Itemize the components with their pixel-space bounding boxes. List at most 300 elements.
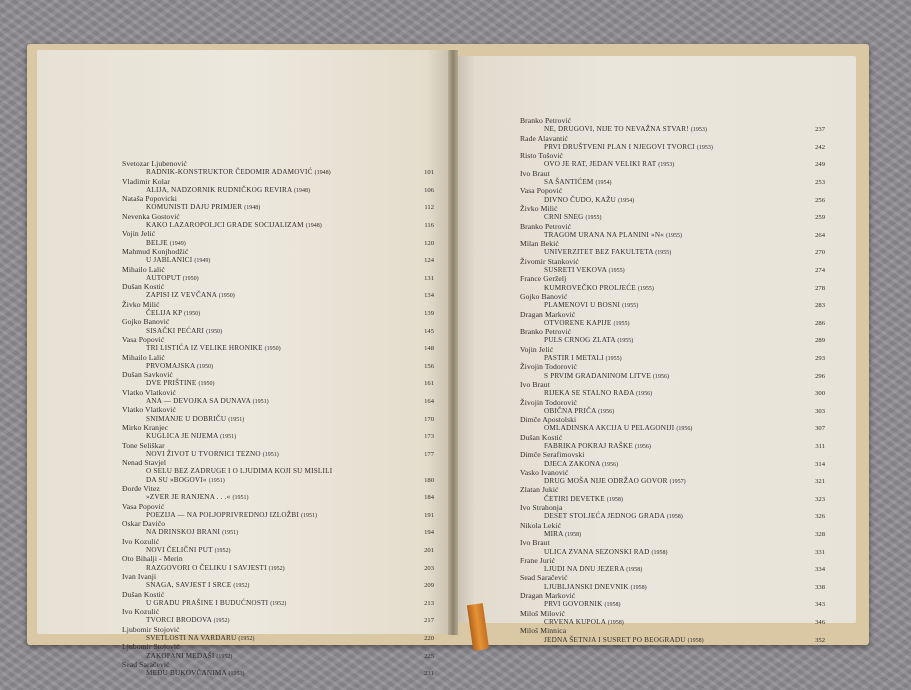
toc-title-year: (1958) (651, 549, 668, 556)
toc-title (122, 432, 434, 441)
toc-title-year: (1955) (605, 356, 622, 363)
toc-author: Živko Milić (520, 203, 558, 213)
toc-title (520, 636, 825, 645)
toc-title (122, 327, 434, 336)
toc-title (122, 528, 434, 537)
toc-author: Dimče Serafimovski (520, 450, 585, 460)
toc-title (520, 231, 825, 240)
toc-author: Svetozar Ljubenović (122, 159, 187, 168)
toc-title-line: AUTOPUT (1950) (146, 273, 199, 282)
toc-title-year: (1949) (194, 258, 211, 265)
toc-page-number: 120 (424, 239, 434, 247)
toc-title-line: OBIČNA PRIČA (1956) (544, 406, 615, 415)
toc-author: Gojko Banović (122, 317, 170, 327)
toc-page-number: 286 (815, 319, 825, 327)
toc-author: Rade Alavantić (520, 133, 569, 143)
toc-title (520, 196, 825, 205)
toc-title-line: DESET STOLJEĆA JEDNOG GRADA (1958) (544, 512, 683, 521)
toc-title-year: (1957) (669, 479, 686, 486)
toc-title (122, 256, 434, 265)
toc-entry (122, 573, 434, 591)
toc-title-line: SISAČKI PEĆARI (1950) (146, 326, 223, 335)
toc-title-line: ULICA ZVANA SEZONSKI RAD (1958) (544, 547, 668, 556)
toc-page-number: 300 (815, 390, 825, 398)
toc-title (520, 548, 825, 557)
toc-title-line: OMLADINSKA AKCIJA U PELAGONIJI (1956) (544, 424, 693, 433)
toc-title-line: SNIMANJE U DOBRIČU (1951) (146, 414, 245, 423)
toc-author: Milan Bekić (520, 239, 559, 249)
toc-entry (520, 539, 825, 557)
toc-title-line: SUSRETI VEKOVA (1955) (544, 266, 625, 275)
toc-title-line: BELJE (1949) (146, 238, 186, 247)
toc-entry (520, 610, 825, 628)
toc-title-year: (1950) (264, 346, 281, 353)
toc-author: Živojin Todorović (520, 397, 577, 407)
table-of-contents-right (520, 117, 825, 645)
toc-author: France Gerželj (520, 274, 567, 284)
toc-title-year: (1948) (314, 170, 331, 177)
toc-title-line: NE, DRUGOVI, NIJE TO NEVAŽNA STVAR! (1953) (544, 125, 707, 134)
toc-entry (122, 336, 434, 354)
toc-entry (520, 205, 825, 223)
toc-title (520, 372, 825, 381)
toc-title (122, 221, 434, 230)
toc-page-number: 101 (424, 169, 434, 177)
toc-title-year: (1952) (270, 600, 287, 607)
toc-page-number: 293 (815, 355, 825, 363)
toc-page-number: 334 (815, 566, 825, 574)
toc-title-line: U JABLANICI (1949) (146, 256, 211, 265)
toc-author: Miloš Milović (520, 608, 565, 618)
toc-entry (520, 346, 825, 364)
toc-page-number: 106 (424, 186, 434, 194)
toc-entry (520, 258, 825, 276)
toc-title-line: DRUG MOŠA NIJE ODRŽAO GOVOR (1957) (544, 477, 686, 486)
toc-author: Mahmud Konjhodžić (122, 246, 189, 256)
toc-entry (122, 195, 434, 213)
toc-author: Oskar Davičo (122, 519, 166, 529)
toc-title-year: (1955) (655, 250, 672, 257)
toc-title-line: JEDNA ŠETNJA I SUSRET PO BEOGRADU (1958) (544, 635, 704, 644)
toc-entry (520, 381, 825, 399)
toc-title-line: PLAMENOVI U BOSNI (1955) (544, 301, 639, 310)
toc-author: Dragan Marković (520, 591, 576, 601)
toc-page-number: 161 (424, 380, 434, 388)
toc-title-line: »ZVER JE RANJENA . . .« (1951) (146, 493, 249, 502)
toc-author: Nataša Popovicki (122, 194, 177, 204)
toc-page-number: 191 (424, 511, 434, 519)
toc-title-line: PULS CRNOG ZLATA (1955) (544, 336, 634, 345)
toc-author: Ljubomir Stojović (122, 642, 180, 652)
toc-author: Sead Saračević (520, 573, 568, 583)
toc-title-year: (1949) (169, 240, 186, 247)
toc-author: Vojin Jelić (520, 344, 554, 354)
toc-title-year: (1958) (565, 531, 582, 538)
toc-entry (520, 416, 825, 434)
toc-title (520, 600, 825, 609)
toc-title (122, 493, 434, 502)
toc-entry (520, 574, 825, 592)
toc-title-year: (1956) (602, 461, 619, 468)
right-page (455, 56, 856, 644)
toc-entry (520, 451, 825, 469)
toc-page-number: 164 (424, 398, 434, 406)
toc-title (122, 415, 434, 424)
toc-author: Ivo Braut (520, 379, 550, 389)
toc-entry (122, 371, 434, 389)
toc-page-number: 139 (424, 310, 434, 318)
toc-author: Dušan Kostić (122, 282, 165, 292)
toc-author: Ivo Kozulić (122, 536, 160, 546)
toc-title-line: OTVORENE KAPIJE (1955) (544, 318, 630, 327)
toc-page-number: 177 (424, 450, 434, 458)
toc-entry (520, 223, 825, 241)
toc-title (122, 467, 434, 485)
toc-author: Vasa Popović (122, 501, 165, 511)
toc-page-number: 237 (815, 126, 825, 134)
toc-title-year: (1950) (184, 311, 201, 318)
toc-entry (520, 557, 825, 575)
toc-title-line: S PRVIM GRADANINOM LITVE (1956) (544, 371, 670, 380)
toc-page-number: 173 (424, 433, 434, 441)
toc-title (520, 160, 825, 169)
toc-page-number: 259 (815, 214, 825, 222)
toc-author: Nenad Stavjel (122, 458, 167, 468)
toc-title-line: RIJEKA SE STALNO RAĐA (1956) (544, 389, 653, 398)
toc-entry (122, 406, 434, 424)
toc-title-line: KAKO LAZAROPOLJCI GRADE SOCIJALIZAM (1948) (146, 221, 322, 230)
toc-author: Vasko Ivanović (520, 467, 569, 477)
toc-author: Dušan Savković (122, 370, 173, 380)
toc-title-year: (1958) (607, 619, 624, 626)
toc-entry (122, 318, 434, 336)
toc-entry (122, 643, 434, 661)
toc-title-line: KUGLICA JE NIJEMA (1951) (146, 432, 237, 441)
toc-entry (122, 301, 434, 319)
toc-title-line: PRVOMAJSKA (1950) (146, 361, 213, 370)
toc-page-number: 289 (815, 337, 825, 345)
table-of-contents-left (122, 160, 434, 679)
left-page (37, 50, 451, 678)
toc-title-line: UNIVERZITET BEZ FAKULTETA (1955) (544, 248, 672, 257)
toc-page-number: 194 (424, 529, 434, 537)
toc-title-year: (1953) (228, 671, 245, 678)
toc-page-number: 303 (815, 407, 825, 415)
toc-page-number: 112 (424, 204, 434, 212)
toc-title-year: (1955) (613, 320, 630, 327)
toc-entry (520, 486, 825, 504)
toc-page-number: 156 (424, 362, 434, 370)
toc-author: Sead Saračević (122, 659, 170, 669)
toc-author: Dimče Apostolski (520, 415, 577, 425)
toc-title-year: (1950) (218, 293, 235, 300)
toc-title-line: LJUDI NA DNU JEZERA (1958) (544, 565, 643, 574)
toc-author: Živomir Stanković (520, 256, 579, 266)
toc-entry (122, 354, 434, 372)
toc-page-number: 201 (424, 547, 434, 555)
toc-page-number: 124 (424, 257, 434, 265)
toc-page-number: 352 (815, 636, 825, 644)
toc-title-line: ČELIJA KP (1950) (146, 309, 201, 318)
toc-page-number: 307 (815, 425, 825, 433)
toc-title-line: O SELU BEZ ZADRUGE I O LJUDIMA KOJI SU MISLILI (146, 467, 333, 476)
toc-author: Mirko Kranjec (122, 422, 169, 432)
toc-author: Vasa Popović (122, 334, 165, 344)
toc-title-line: KOMUNISTI DAJU PRIMJER (1948) (146, 203, 261, 212)
toc-page-number: 209 (424, 582, 434, 590)
toc-title-line: NOVI ČELIČNI PUT (1952) (146, 546, 231, 555)
toc-page-number: 283 (815, 302, 825, 310)
toc-title-line: KUMROVEČKO PROLJEĆE (1955) (544, 283, 654, 292)
toc-entry (520, 152, 825, 170)
toc-title (122, 291, 434, 300)
toc-page-number: 274 (815, 267, 825, 275)
toc-title-year: (1953) (658, 162, 675, 169)
toc-author: Risto Tošović (520, 151, 564, 161)
toc-title (520, 178, 825, 187)
toc-title-year: (1952) (213, 618, 230, 625)
toc-author: Ivo Braut (520, 168, 550, 178)
toc-title-year: (1952) (233, 583, 250, 590)
toc-page-number: 311 (815, 442, 825, 450)
toc-author: Vojin Jelić (122, 229, 156, 239)
toc-title-year: (1953) (690, 127, 707, 134)
toc-title-line: DA SU »BOGOVI« (1951) (146, 475, 225, 484)
toc-entry (122, 230, 434, 248)
toc-title-line: FABRIKA POKRAJ RAŠKE (1956) (544, 441, 651, 450)
toc-page-number: 326 (815, 513, 825, 521)
toc-title-line: PRVI DRUŠTVENI PLAN I NJEGOVI TVORCI (1953) (544, 142, 713, 151)
toc-entry (122, 520, 434, 538)
toc-author: Branko Petrović (520, 221, 572, 231)
toc-title-line: CRVENA KUPOLA (1958) (544, 617, 624, 626)
toc-author: Živojin Todorović (520, 362, 577, 372)
toc-title-line: SVETLOSTI NA VARDARU (1952) (146, 634, 255, 643)
toc-author: Oto Bihalji - Merin (122, 554, 183, 564)
toc-title-year: (1950) (182, 275, 199, 282)
toc-title-year: (1955) (622, 303, 639, 310)
toc-title-year: (1958) (687, 637, 704, 644)
toc-title-line: TRAGOM URANA NA PLANINI »N« (1955) (544, 230, 682, 239)
toc-entry (520, 592, 825, 610)
toc-author: Ivo Strahonja (520, 503, 563, 513)
toc-title (122, 511, 434, 520)
toc-author: Živko Milić (122, 299, 160, 309)
toc-title-year: (1955) (585, 215, 602, 222)
toc-page-number: 321 (815, 478, 825, 486)
toc-entry (122, 283, 434, 301)
toc-title-year: (1958) (630, 584, 647, 591)
toc-author: Vlatko Vlatković (122, 405, 176, 415)
toc-title-line: SA ŠANTIĆEM (1954) (544, 178, 612, 187)
toc-entry (122, 459, 434, 485)
toc-page-number: 314 (815, 460, 825, 468)
toc-title-year: (1958) (666, 514, 683, 521)
toc-page-number: 225 (424, 652, 434, 660)
toc-page-number: 116 (424, 222, 434, 230)
toc-entry (520, 275, 825, 293)
toc-page-number: 148 (424, 345, 434, 353)
toc-title-line: RADNIK-KONSTRUKTOR ČEDOMIR ADAMOVIĆ (1948) (146, 168, 331, 177)
toc-title-year: (1952) (216, 653, 233, 660)
toc-author: Nikola Lekić (520, 520, 562, 530)
toc-entry (520, 363, 825, 381)
toc-page-number: 220 (424, 635, 434, 643)
toc-entry (520, 187, 825, 205)
toc-title-line: ZAPISI IZ VEVČANA (1950) (146, 291, 235, 300)
toc-title-year: (1954) (595, 180, 612, 187)
toc-entry (122, 424, 434, 442)
toc-entry (122, 160, 434, 178)
toc-entry (122, 248, 434, 266)
toc-title-year: (1951) (262, 451, 279, 458)
toc-title (520, 512, 825, 521)
toc-entry (520, 170, 825, 188)
toc-title (520, 495, 825, 504)
toc-title-year: (1953) (696, 144, 713, 151)
toc-page-number: 249 (815, 161, 825, 169)
toc-page-number: 256 (815, 196, 825, 204)
toc-entry (122, 266, 434, 284)
toc-title-year: (1951) (232, 495, 249, 502)
toc-title (122, 669, 434, 678)
toc-title (122, 344, 434, 353)
toc-title (520, 477, 825, 486)
toc-page-number: 331 (815, 548, 825, 556)
toc-page-number: 343 (815, 601, 825, 609)
toc-page-number: 134 (424, 292, 434, 300)
toc-page-number: 346 (815, 618, 825, 626)
toc-author: Ljubomir Stojović (122, 624, 180, 634)
book-spine-gutter (448, 50, 458, 635)
toc-title-line: NOVI ŽIVOT U TVORNICI TEZNO (1951) (146, 449, 279, 458)
toc-title-year: (1956) (636, 391, 653, 398)
toc-title (122, 274, 434, 283)
toc-title-year: (1958) (626, 567, 643, 574)
toc-title-line: U GRADU PRAŠINE I BUDUĆNOSTI (1952) (146, 598, 287, 607)
toc-title (122, 450, 434, 459)
toc-title-line: MIRA (1958) (544, 529, 582, 538)
toc-author: Ivo Braut (520, 538, 550, 548)
toc-page-number: 253 (815, 179, 825, 187)
toc-entry (520, 504, 825, 522)
toc-author: Đorđe Vitez (122, 483, 160, 493)
toc-title-year: (1951) (208, 477, 225, 484)
toc-page-number: 278 (815, 284, 825, 292)
toc-title-year: (1958) (606, 496, 623, 503)
toc-author: Vasa Popović (520, 186, 563, 196)
toc-page-number: 145 (424, 327, 434, 335)
toc-title (520, 143, 825, 152)
toc-title-line: NA DRINSKOJ BRANI (1951) (146, 528, 239, 537)
toc-title-year: (1956) (634, 443, 651, 450)
toc-author: Mihailo Lalić (122, 264, 165, 274)
toc-title-line: TVORCI BRODOVA (1952) (146, 616, 230, 625)
toc-title-year: (1954) (618, 197, 635, 204)
toc-author: Dragan Marković (520, 309, 576, 319)
toc-entry (122, 503, 434, 521)
toc-title-line: PRVI GOVORNIK (1958) (544, 600, 621, 609)
toc-title-year: (1958) (604, 602, 621, 609)
toc-title-year: (1956) (676, 426, 693, 433)
toc-entry (520, 293, 825, 311)
toc-author: Miloš Minnica (520, 626, 567, 636)
toc-page-number: 213 (424, 599, 434, 607)
toc-title-line: CRNI SNEG (1955) (544, 213, 602, 222)
toc-title-line: DVE PRIŠTINE (1950) (146, 379, 215, 388)
toc-title-year: (1952) (238, 636, 255, 643)
toc-page-number: 323 (815, 495, 825, 503)
toc-entry (520, 328, 825, 346)
toc-title-year: (1950) (206, 328, 223, 335)
toc-title (520, 530, 825, 539)
toc-title-line: DIVNO ČUDO, KAŽU (1954) (544, 195, 635, 204)
toc-title-year: (1952) (268, 565, 285, 572)
toc-author: Branko Petrović (520, 116, 572, 125)
toc-title-year: (1955) (666, 232, 682, 239)
toc-page-number: 231 (424, 670, 434, 678)
toc-title-line: DJECA ZAKONA (1956) (544, 459, 619, 468)
toc-page-number: 264 (815, 231, 825, 239)
toc-title-line: ČETIRI DEVETKE (1958) (544, 494, 623, 503)
toc-author: Nevenka Gostović (122, 211, 180, 221)
toc-title-line: MEĐU BUKOVČANIMA (1953) (146, 669, 245, 678)
toc-title-year: (1950) (196, 363, 213, 370)
toc-author: Dušan Kostić (122, 589, 165, 599)
toc-author: Vladimir Kolar (122, 176, 171, 186)
toc-page-number: 296 (815, 372, 825, 380)
toc-entry (520, 522, 825, 540)
toc-title-line: PASTIR I METALI (1955) (544, 354, 622, 363)
toc-title-year: (1951) (300, 512, 317, 519)
toc-title (122, 599, 434, 608)
toc-page-number: 217 (424, 617, 434, 625)
toc-title-year: (1955) (617, 338, 634, 345)
toc-entry (122, 538, 434, 556)
toc-entry (122, 608, 434, 626)
toc-page-number: 242 (815, 143, 825, 151)
toc-author: Frane Jurić (520, 555, 556, 565)
toc-title-line: TRI LISTIĆA IZ VELIKE HRONIKE (1950) (146, 344, 281, 353)
toc-entry (122, 626, 434, 644)
toc-title (520, 336, 825, 345)
toc-author: Zlatan Jukić (520, 485, 559, 495)
toc-title-line: ZAKOPANI MEDAŠI (1952) (146, 651, 233, 660)
toc-page-number: 184 (424, 494, 434, 502)
toc-title-year: (1951) (222, 530, 239, 537)
toc-title-year: (1948) (305, 223, 322, 230)
toc-title-year: (1955) (608, 268, 625, 275)
toc-entry (122, 661, 434, 679)
toc-title-year: (1955) (637, 285, 654, 292)
toc-author: Gojko Banović (520, 291, 568, 301)
toc-entry (520, 135, 825, 153)
toc-page-number: 180 (424, 476, 434, 484)
toc-page-number: 338 (815, 583, 825, 591)
toc-author: Vlatko Vlatković (122, 387, 176, 397)
toc-entry (122, 555, 434, 573)
toc-author: Mihailo Lalić (122, 352, 165, 362)
toc-title-line: ALIJA, NADZORNIK RUDNIČKOG REVIRA (1948) (146, 185, 310, 194)
toc-title-year: (1950) (198, 381, 215, 388)
toc-title (122, 581, 434, 590)
toc-author: Tone Seliškar (122, 440, 165, 450)
toc-entry (122, 442, 434, 460)
toc-entry (520, 117, 825, 135)
toc-entry (122, 178, 434, 196)
toc-title (122, 564, 434, 573)
toc-title-year: (1951) (228, 416, 245, 423)
